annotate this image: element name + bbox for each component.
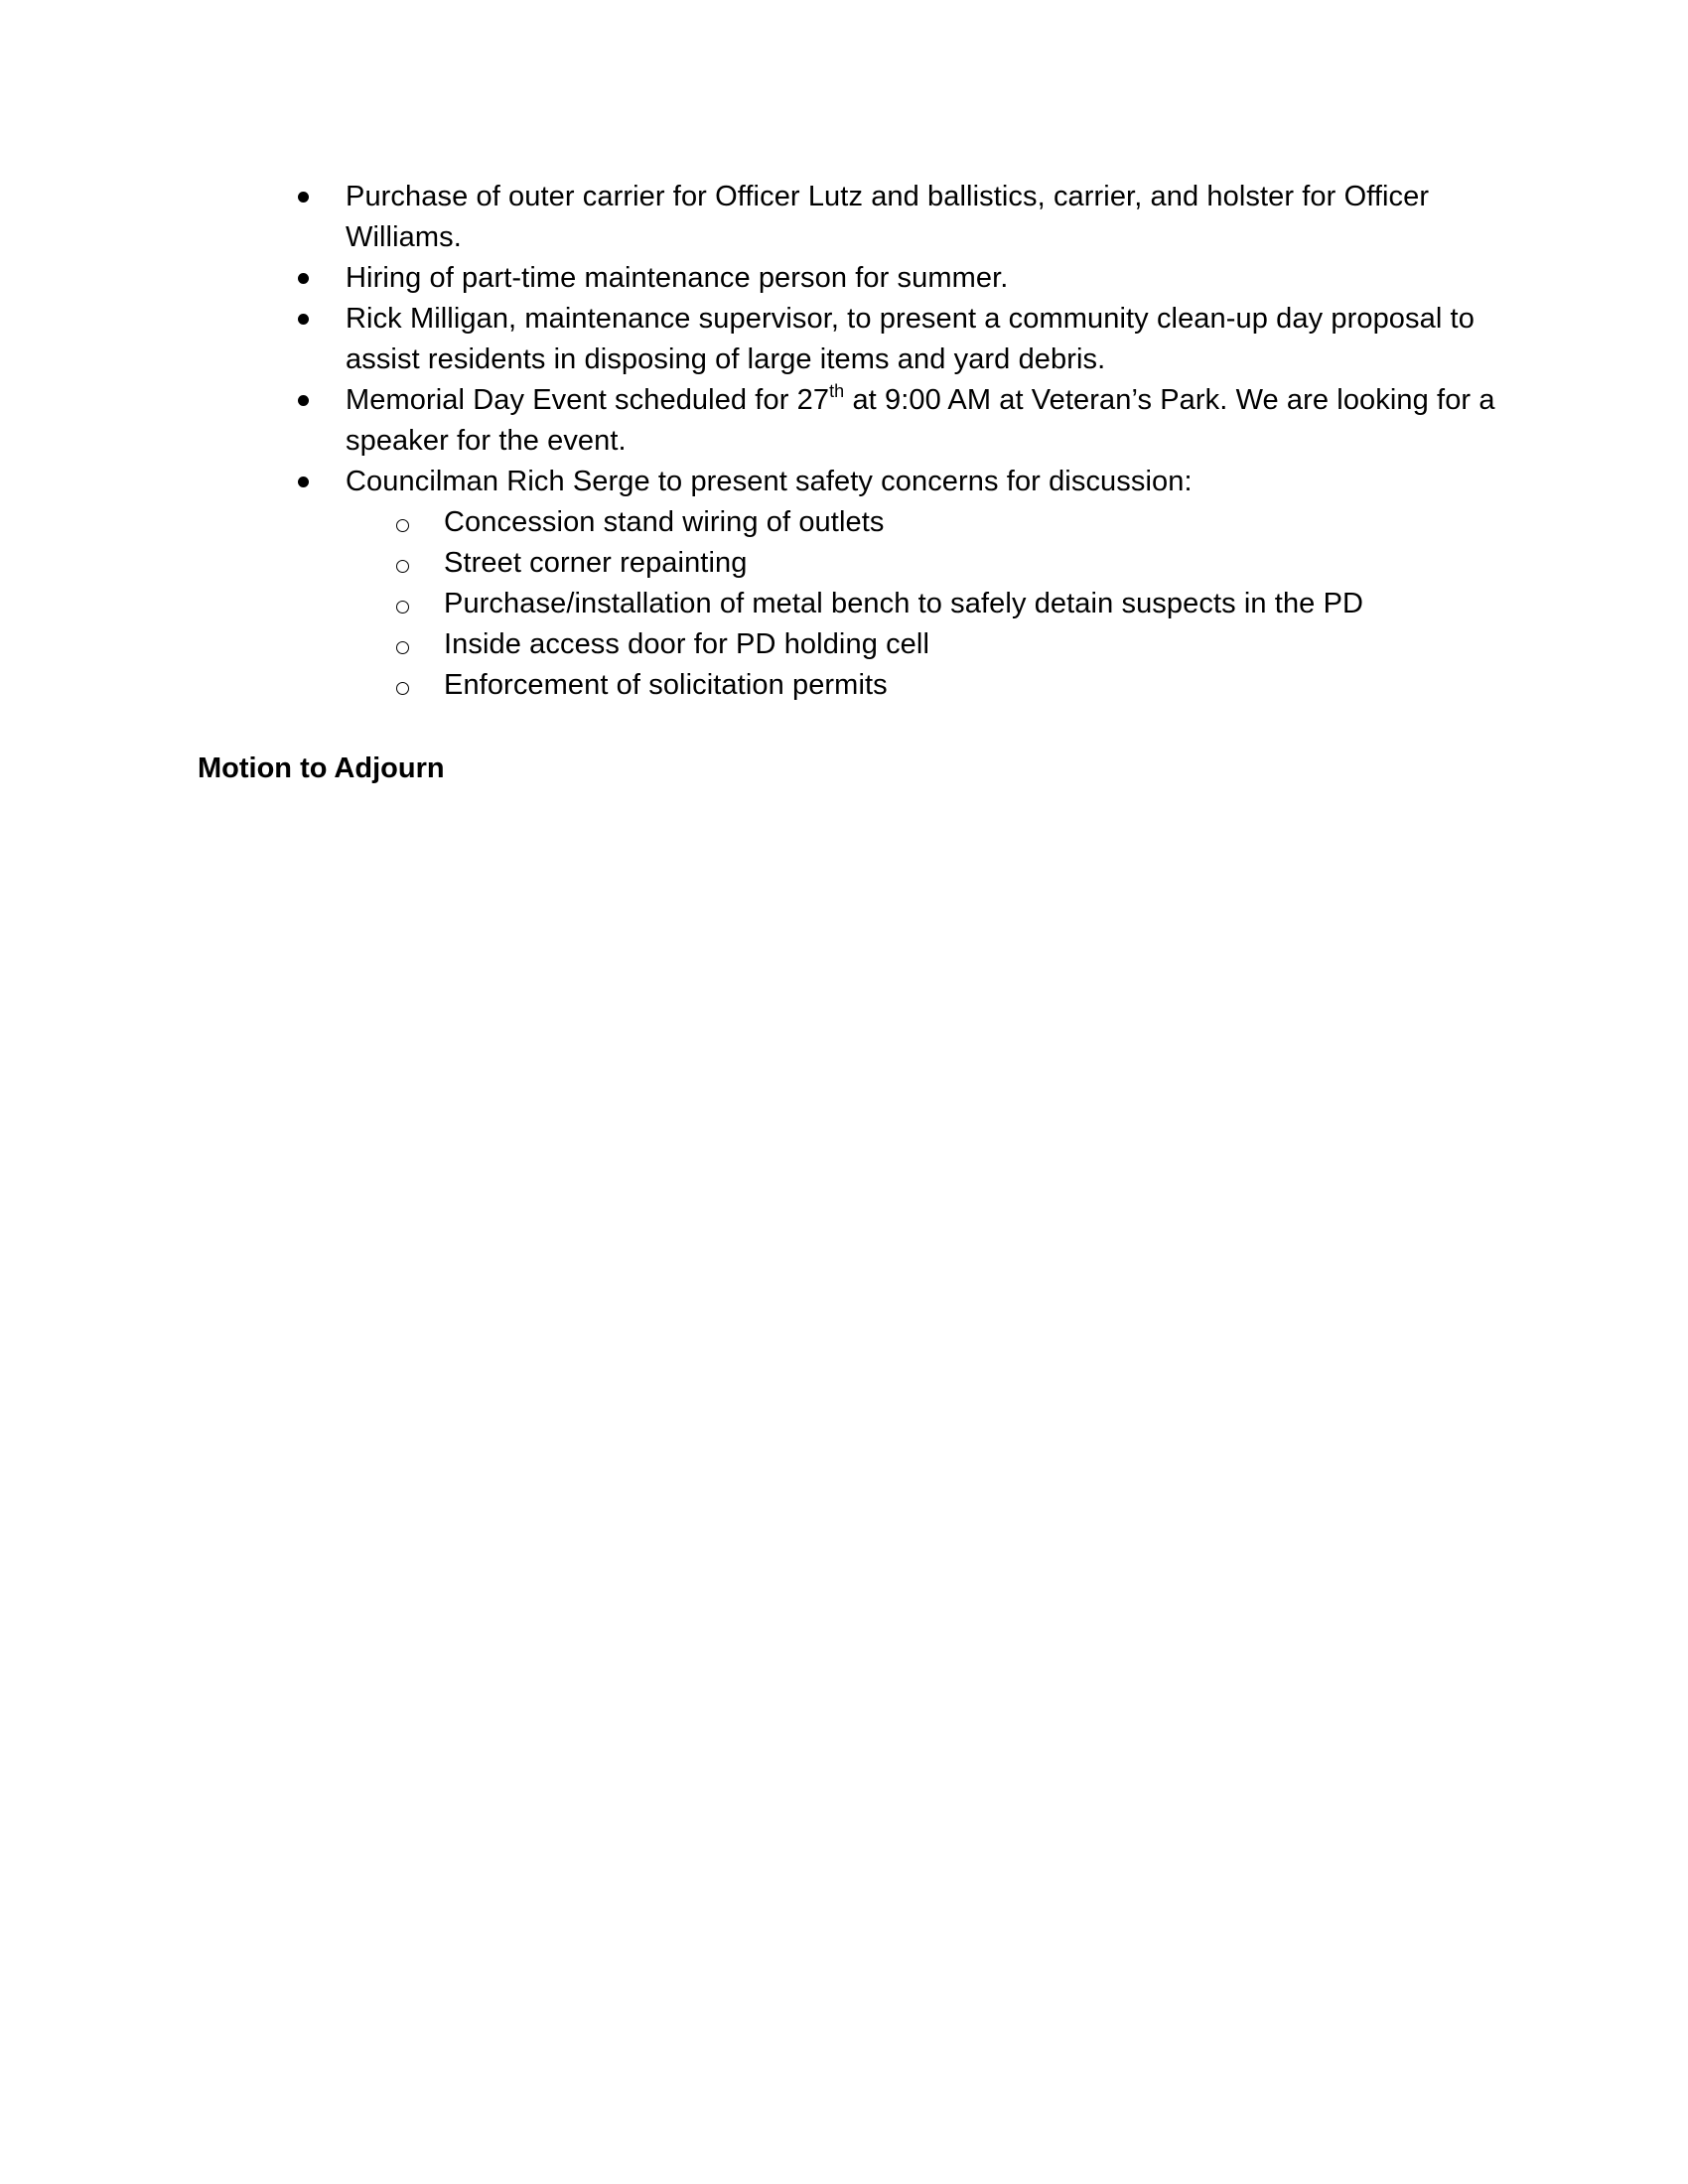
bullet-icon	[298, 192, 309, 203]
bullet-icon	[298, 395, 309, 406]
list-item	[294, 380, 1505, 462]
sublist-item-text: Inside access door for PD holding cell	[444, 628, 929, 660]
sublist-item	[294, 624, 1505, 665]
list-item-text: Purchase of outer carrier for Officer Lutz and ballistics, carrier, and holster for Officer Williams.	[346, 181, 1430, 253]
hollow-circle-bullet-icon	[396, 641, 409, 654]
bullet-icon	[298, 477, 309, 487]
sublist-item-text: Concession stand wiring of outlets	[444, 506, 885, 538]
sublist-item	[294, 502, 1505, 543]
sublist-item	[294, 584, 1505, 624]
sublist-item-text: Street corner repainting	[444, 547, 748, 579]
list-item-text-start: Memorial Day Event scheduled for 27	[346, 384, 830, 416]
list-item	[294, 258, 1505, 299]
sublist-item	[294, 665, 1505, 706]
hollow-circle-bullet-icon	[396, 519, 409, 532]
hollow-circle-bullet-icon	[396, 560, 409, 573]
sublist-item-text: Purchase/installation of metal bench to safely detain suspects in the PD	[444, 588, 1364, 619]
hollow-circle-bullet-icon	[396, 682, 409, 695]
list-item	[294, 462, 1505, 706]
bullet-icon	[298, 273, 309, 284]
ordinal-superscript: th	[829, 381, 845, 401]
sublist-item	[294, 543, 1505, 584]
bullet-icon	[298, 314, 309, 325]
list-item	[294, 299, 1505, 380]
list-item-text-end: at 9:00 AM at Veteran’s Park. We are looking for a speaker for the event.	[346, 384, 1495, 457]
motion-to-adjourn-heading: Motion to Adjourn	[198, 752, 445, 784]
list-item-text: Hiring of part-time maintenance person for summer.	[346, 262, 1009, 294]
sublist-item-text: Enforcement of solicitation permits	[444, 669, 888, 701]
hollow-circle-bullet-icon	[396, 601, 409, 614]
list-item-text: Rick Milligan, maintenance supervisor, to present a community clean-up day proposal to assist residents in disposing of large items and yard debris.	[346, 303, 1475, 375]
list-item-text: Councilman Rich Serge to present safety concerns for discussion:	[346, 466, 1193, 497]
safety-concerns-sublist	[346, 502, 1505, 706]
list-item	[294, 177, 1505, 258]
agenda-bullet-list	[294, 177, 1505, 706]
